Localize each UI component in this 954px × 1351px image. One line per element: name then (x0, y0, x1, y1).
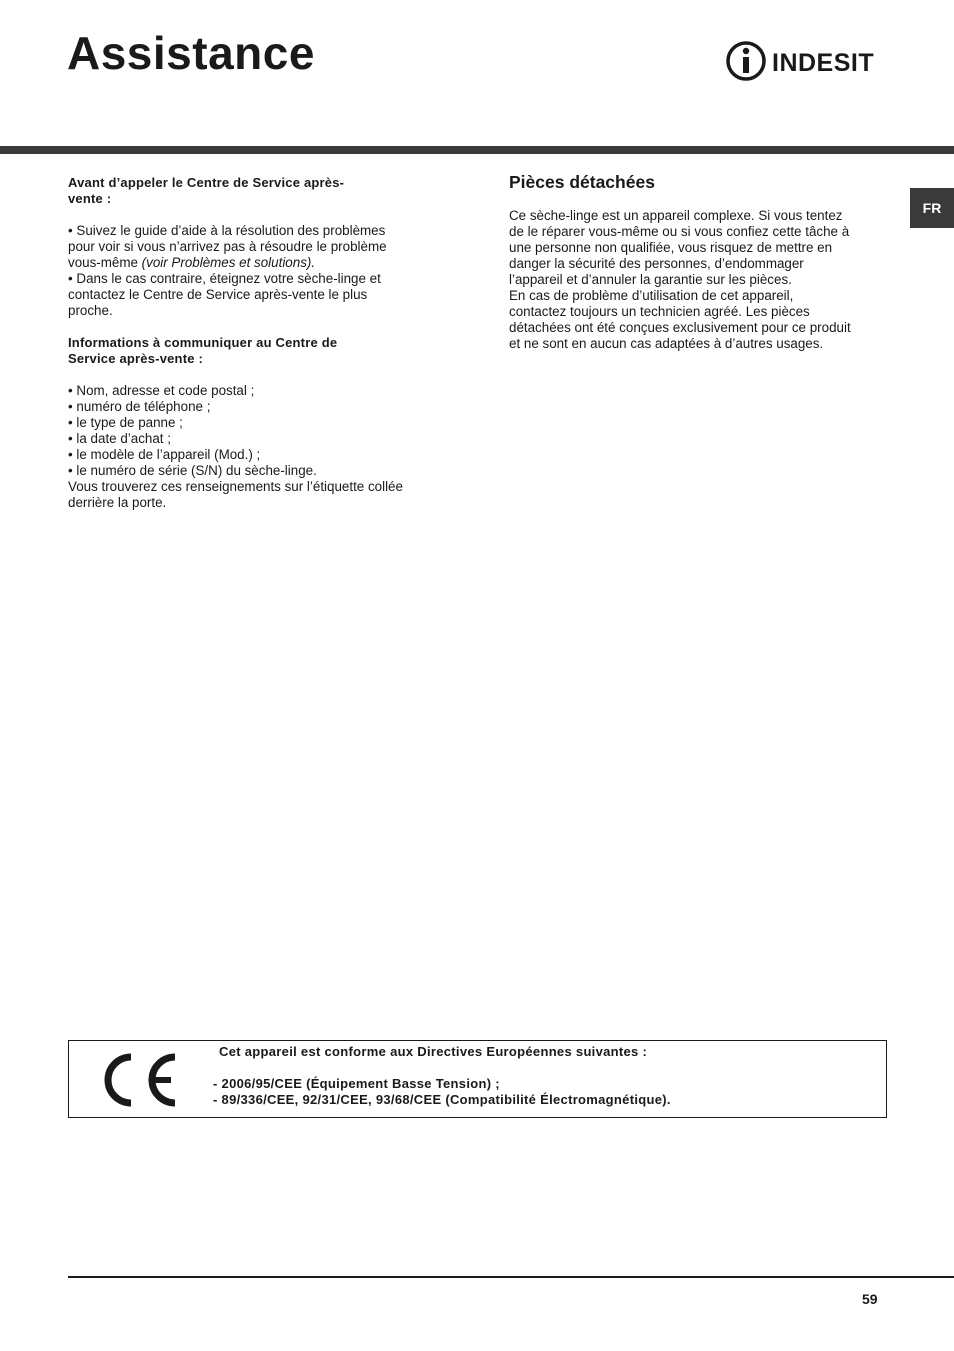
info-list (68, 383, 438, 479)
paragraph-guide: • Suivez le guide d’aide à la résolution des problèmes pour voir si vous n’arrivez pas à résoudre le problème vous-même (voir Problèmes et solutions). (68, 223, 387, 270)
footer-rule (68, 1276, 954, 1278)
indesit-logo (726, 40, 888, 82)
left-column (68, 175, 438, 511)
header-rule (0, 146, 954, 154)
list-item: • Nom, adresse et code postal ; (68, 383, 255, 398)
page-number: 59 (862, 1291, 878, 1307)
list-item: • le numéro de série (S/N) du sèche-linge. (68, 463, 317, 478)
language-tab: FR (910, 188, 954, 228)
ce-conformity-box (68, 1040, 887, 1118)
list-item: • la date d’achat ; (68, 431, 171, 446)
page-title: Assistance (67, 27, 315, 79)
directive-item: - 2006/95/CEE (Équipement Basse Tension) ; (213, 1076, 500, 1091)
paragraph-contact: • Dans le cas contraire, éteignez votre sèche-linge et contactez le Centre de Service après-vente le plus proche. (68, 271, 381, 318)
heading-before-calling: Avant d’appeler le Centre de Service après- vente : (68, 175, 345, 206)
list-item: • numéro de téléphone ; (68, 399, 211, 414)
ce-directives-text (213, 1044, 873, 1108)
list-item: • le type de panne ; (68, 415, 183, 430)
section-title-spare-parts: Pièces détachées (509, 172, 655, 192)
paragraph-label-location: Vous trouverez ces renseignements sur l’étiquette collée derrière la porte. (68, 479, 403, 510)
right-column (509, 172, 889, 352)
list-item: • le modèle de l’appareil (Mod.) ; (68, 447, 261, 462)
paragraph-spare-parts: Ce sèche-linge est un appareil complexe. Si vous tentez de le réparer vous-même ou si vous confiez cette tâche à une personne non qualifiée, vous risquez de mettre en danger la sécurité des personnes, d’endommager l’appareil et d’annuler la garantie sur les pièces. En cas de problème d’utilisation de cet appareil, contactez toujours un technicien agréé. Les pièces détachées ont été conçues exclusivement pour ce produit et ne sont en aucun cas adaptées à d’autres usages. (509, 208, 851, 351)
ce-heading: Cet appareil est conforme aux Directives Européennes suivantes : (219, 1044, 648, 1059)
cross-reference: (voir Problèmes et solutions). (141, 255, 316, 270)
ce-mark-icon (101, 1051, 179, 1109)
brand-name: INDESIT (772, 49, 875, 77)
heading-information: Informations à communiquer au Centre de Service après-vente : (68, 335, 338, 366)
directive-item: - 89/336/CEE, 92/31/CEE, 93/68/CEE (Compatibilité Électromagnétique). (213, 1092, 671, 1107)
